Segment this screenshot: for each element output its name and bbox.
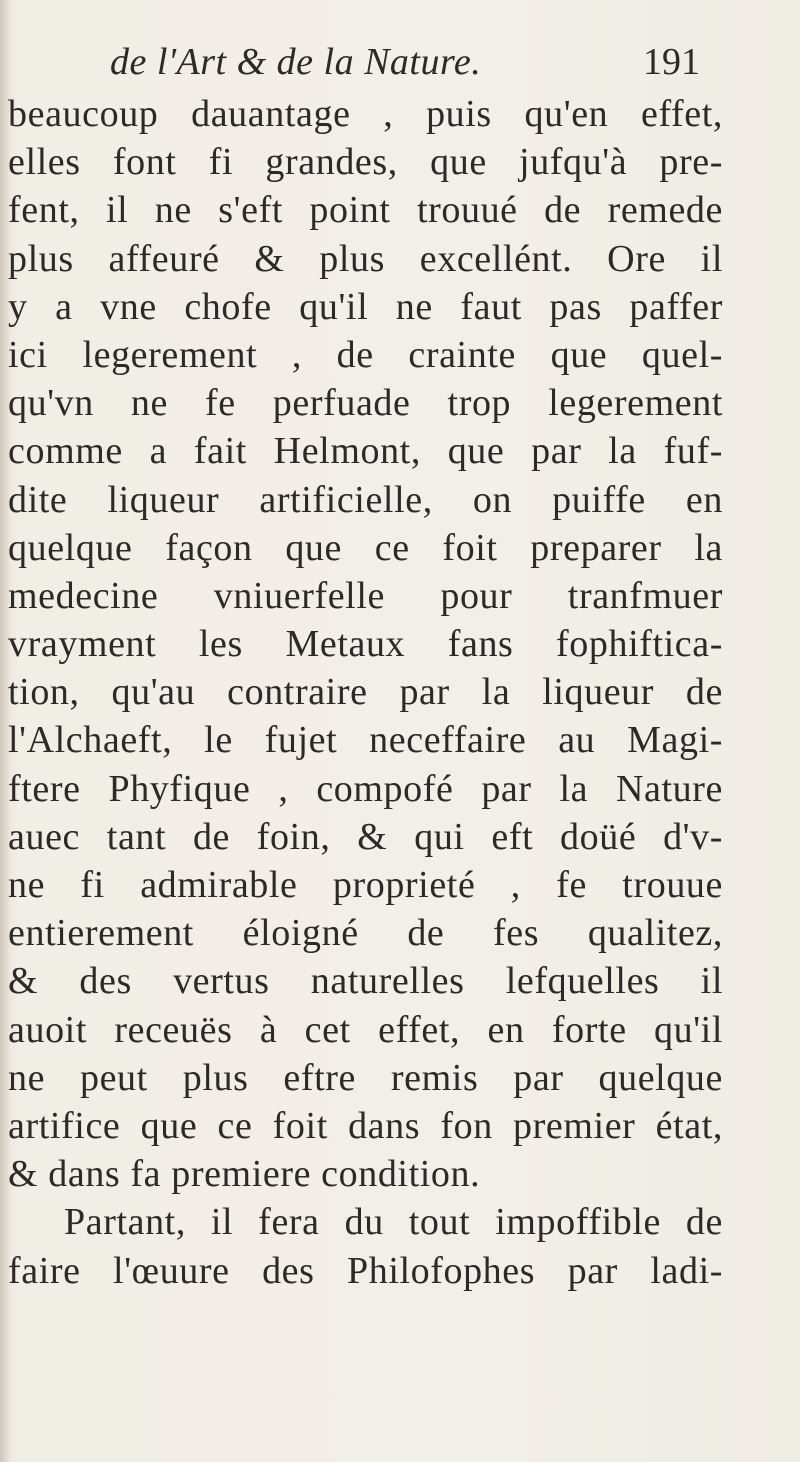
text-line: tion, qu'au contraire par la liqueur de <box>8 671 723 714</box>
body-text <box>8 90 723 1295</box>
text-line: ne fi admirable proprieté , fe trouue <box>8 864 723 906</box>
text-line: artifice que ce foit dans fon premier état, <box>8 1104 723 1147</box>
text-line: l'Alchaeft, le fujet neceffaire au Magi- <box>8 719 723 762</box>
text-line: qu'vn ne fe perfuade trop legerement <box>8 382 723 425</box>
text-line: comme a fait Helmont, que par la fuf- <box>8 430 723 473</box>
text-line: quelque façon que ce foit preparer la <box>8 526 723 569</box>
text-line: auoit receuës à cet effet, en forte qu'il <box>8 1008 723 1051</box>
text-line: ici legerement , de crainte que quel- <box>8 333 723 376</box>
page-header <box>110 40 700 90</box>
running-head: de l'Art & de la Nature. <box>110 41 482 83</box>
paragraph-start-line: Partant, il fera du tout impoffible de <box>64 1201 723 1244</box>
text-line: auec tant de foin, & qui eft doüé d'v- <box>8 815 723 858</box>
text-line: entierement éloigné de fes qualitez, <box>8 912 723 955</box>
paragraph-end-line: & dans fa premiere condition. <box>8 1153 481 1196</box>
text-line: ne peut plus eftre remis par quelque <box>8 1056 723 1099</box>
page-number: 191 <box>643 41 700 83</box>
text-line: elles font fi grandes, que jufqu'à pre- <box>8 141 723 184</box>
text-line: & des vertus naturelles lefquelles il <box>8 960 723 1003</box>
text-line: vrayment les Metaux fans fophiftica- <box>8 623 723 666</box>
text-line: plus affeuré & plus excellént. Ore il <box>8 237 723 280</box>
text-line: dite liqueur artificielle, on puiffe en <box>8 478 723 521</box>
text-line: y a vne chofe qu'il ne faut pas paffer <box>8 285 723 328</box>
text-line: beaucoup dauantage , puis qu'en effet, <box>8 93 723 135</box>
text-line: faire l'œuure des Philofophes par ladi- <box>8 1249 723 1292</box>
text-line: ftere Phyfique , compofé par la Nature <box>8 767 723 810</box>
text-line: medecine vniuerfelle pour tranfmuer <box>8 574 723 617</box>
text-line: fent, il ne s'eft point trouué de remede <box>8 189 723 232</box>
